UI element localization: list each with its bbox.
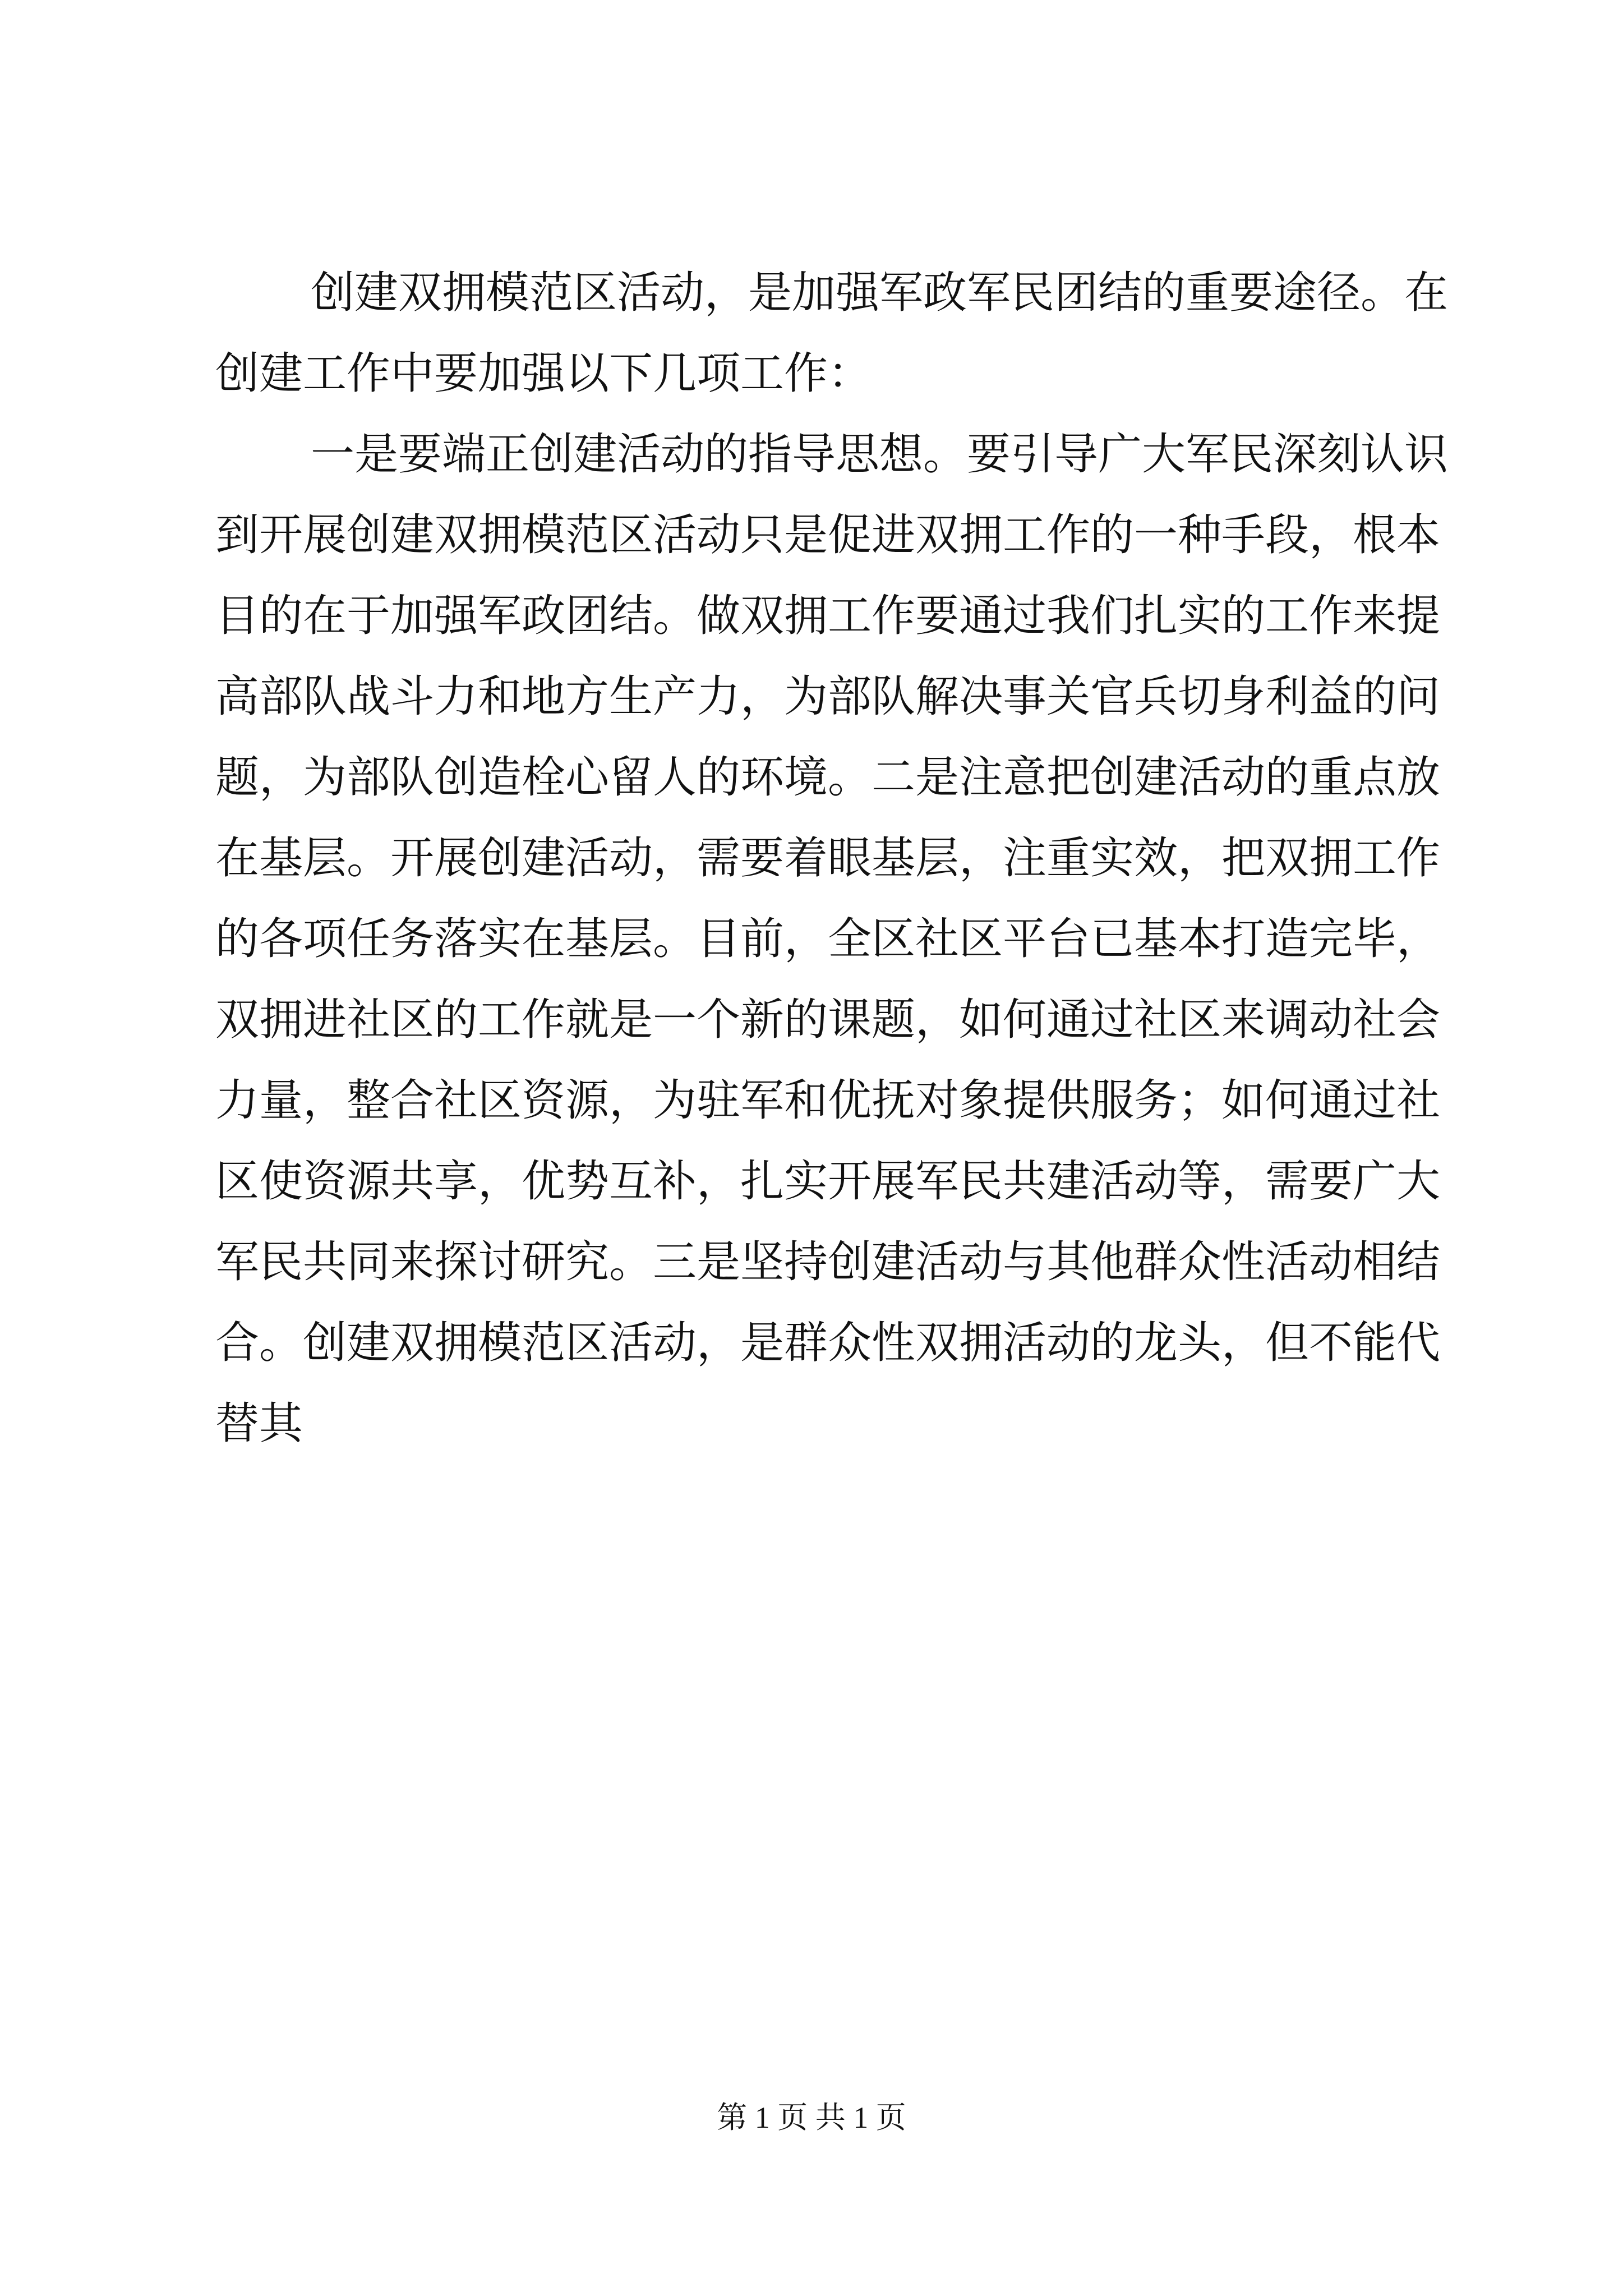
text-line: 的各项任务落实在基层。目前，全区社区平台已基本打造完毕， bbox=[215, 914, 1441, 964]
text-line: 题，为部队创造栓心留人的环境。二是注意把创建活动的重点放 bbox=[215, 752, 1441, 803]
text-line: 目的在于加强军政团结。做双拥工作要通过我们扎实的工作来提 bbox=[215, 591, 1441, 641]
document-body bbox=[215, 252, 1449, 1464]
text-line: 到开展创建双拥模范区活动只是促进双拥工作的一种手段，根本 bbox=[215, 510, 1441, 560]
text-line: 创建双拥模范区活动，是加强军政军民团结的重要途径。在 bbox=[311, 268, 1449, 318]
text-line: 合。创建双拥模范区活动，是群众性双拥活动的龙头，但不能代 bbox=[215, 1318, 1441, 1368]
text-line: 创建工作中要加强以下几项工作： bbox=[215, 348, 872, 399]
page-footer: 第 1 页 共 1 页 bbox=[717, 2101, 906, 2134]
text-line: 在基层。开展创建活动，需要着眼基层，注重实效，把双拥工作 bbox=[215, 833, 1441, 884]
text-line: 高部队战斗力和地方生产力，为部队解决事关官兵切身利益的问 bbox=[215, 671, 1441, 722]
text-line: 一是要端正创建活动的指导思想。要引导广大军民深刻认识 bbox=[311, 429, 1449, 480]
text-line: 双拥进社区的工作就是一个新的课题，如何通过社区来调动社会 bbox=[215, 995, 1441, 1045]
text-line: 军民共同来探讨研究。三是坚持创建活动与其他群众性活动相结 bbox=[215, 1237, 1441, 1287]
text-line: 替其 bbox=[215, 1398, 303, 1449]
text-line: 力量，整合社区资源，为驻军和优抚对象提供服务；如何通过社 bbox=[215, 1075, 1441, 1126]
text-line: 区使资源共享，优势互补，扎实开展军民共建活动等，需要广大 bbox=[215, 1156, 1441, 1207]
